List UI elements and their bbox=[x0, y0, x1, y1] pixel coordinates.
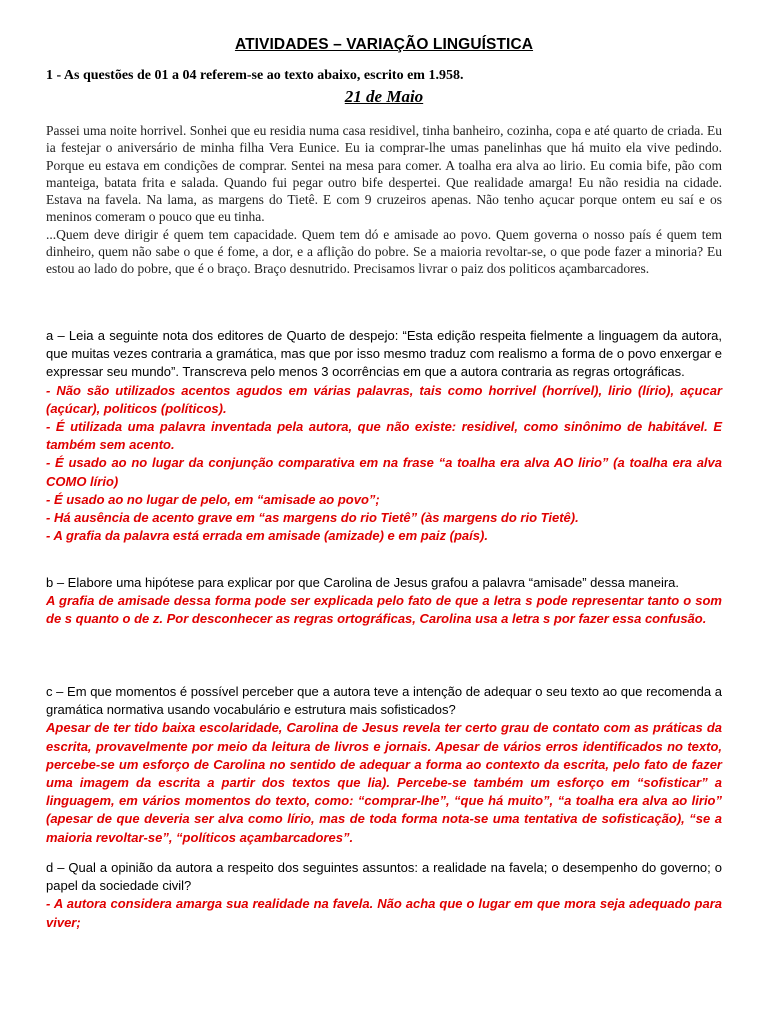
passage-paragraph: Passei uma noite horrivel. Sonhei que eu residia numa casa residivel, tinha banheiro, cozinha, copa e até quarto de criada. Eu ia festejar o aniversário de minha filha Vera Eunice. Eu ia comprar-lhe umas panelinhas que há muito ela vive pedindo. Porque eu estava em condições de comprar. Sentei na mesa para comer. A toalha era alva ao lirio. Eu comia bife, pão com manteiga, batata frita e salada. Quando fui pegar outro bife despertei. Que realidade amarga! Eu não residia na cidade. Estava na favela. Na lama, as margens do Tietê. E com 9 cruzeiros apenas. Não tenho açucar porque ontem eu saí e os meninos comeram o pouco que eu tinha. bbox=[46, 123, 722, 225]
answer-a-item: - É usado ao no lugar da conjunção comparativa em na frase “a toalha era alva AO lirio” (a toalha era alva COMO lírio) bbox=[46, 455, 722, 489]
answer-d: - A autora considera amarga sua realidade na favela. Não acha que o lugar em que mora seja adequado para viver; bbox=[46, 896, 722, 930]
passage-paragraph: ...Quem deve dirigir é quem tem capacidade. Quem tem dó e amisade ao povo. Quem governa o nosso país é quem tem dinheiro, quem não sabe o que é fome, a dor, e a aflição do pobre. Se a maioria revoltar-se, o que pode fazer a minoria? Eu estou ao lado do pobre, que é o braço. Braço desnutrido. Precisamos livrar o paiz dos politicos açambarcadores. bbox=[46, 226, 722, 277]
question-c-block bbox=[46, 683, 722, 847]
question-d-block bbox=[46, 859, 722, 932]
answer-a-item: - É usado ao no lugar de pelo, em “amisade ao povo”; bbox=[46, 491, 380, 507]
page-title: ATIVIDADES – VARIAÇÃO LINGUÍSTICA bbox=[234, 36, 534, 53]
question-b-prompt: b – Elabore uma hipótese para explicar por que Carolina de Jesus grafou a palavra “amisade” dessa maneira. bbox=[46, 575, 680, 590]
answer-a-item: - Não são utilizados acentos agudos em várias palavras, tais como horrivel (horrível), lirio (lírio), açucar (açúcar), politicos (políticos). bbox=[46, 382, 722, 416]
question-b-block bbox=[46, 574, 722, 629]
answer-c: Apesar de ter tido baixa escolaridade, Carolina de Jesus revela ter certo grau de contato com as práticas da escrita, provavelmente por meio da leitura de livros e jornais. Apesar de vários erros identificados no texto, percebe-se um esforço de Carolina no sentido de adequar a forma ao contexto da escrita, pelo fato de fazer uma imagem da escrita a partir dos textos que lia). Percebe-se também um esforço em “sofisticar” a linguagem, em vários momentos do texto, como: “comprar-lhe”, “que há muito”, “a toalha era alva ao lirio” (apesar de que deveria ser alva como lírio, mas de toda forma nota-se uma tentativa de sofisticação), “se a maioria revoltar-se”, “políticos açambarcadores”. bbox=[46, 720, 722, 845]
question-a-prompt: a – Leia a seguinte nota dos editores de Quarto de despejo: “Esta edição respeita fielmente a linguagem da autora, que muitas vezes contraria a gramática, mas que por isso mesmo traduz com realismo a forma de o povo enxergar e expressar seu mundo”. Transcreva pelo menos 3 ocorrências em que a autora contraria as regras ortográficas. bbox=[46, 328, 722, 380]
instructions-heading: 1 - As questões de 01 a 04 referem-se ao texto abaixo, escrito em 1.958. bbox=[46, 68, 464, 83]
question-d-prompt: d – Qual a opinião da autora a respeito dos seguintes assuntos: a realidade na favela; o desempenho do governo; o papel da sociedade civil? bbox=[46, 860, 722, 894]
diary-passage bbox=[46, 122, 722, 278]
answer-b: A grafia de amisade dessa forma pode ser explicada pelo fato de que a letra s pode representar tanto o som de s quanto o de z. Por desconhecer as regras ortográficas, Carolina usa a letra s por fazer essa confusão. bbox=[46, 593, 722, 627]
diary-date-heading: 21 de Maio bbox=[344, 87, 424, 106]
answer-a-item: - A grafia da palavra está errada em amisade (amizade) e em paiz (país). bbox=[46, 528, 488, 544]
answer-a-item: - É utilizada uma palavra inventada pela autora, que não existe: residivel, como sinônimo de habitável. E também sem acento. bbox=[46, 419, 722, 453]
question-a-block bbox=[46, 327, 722, 545]
question-c-prompt: c – Em que momentos é possível perceber que a autora teve a intenção de adequar o seu texto ao que recomenda a gramática normativa usando vocabulário e estrutura mais sofisticados? bbox=[46, 684, 722, 718]
answer-a-item: - Há ausência de acento grave em “as margens do rio Tietê” (às margens do rio Tietê). bbox=[46, 510, 579, 526]
